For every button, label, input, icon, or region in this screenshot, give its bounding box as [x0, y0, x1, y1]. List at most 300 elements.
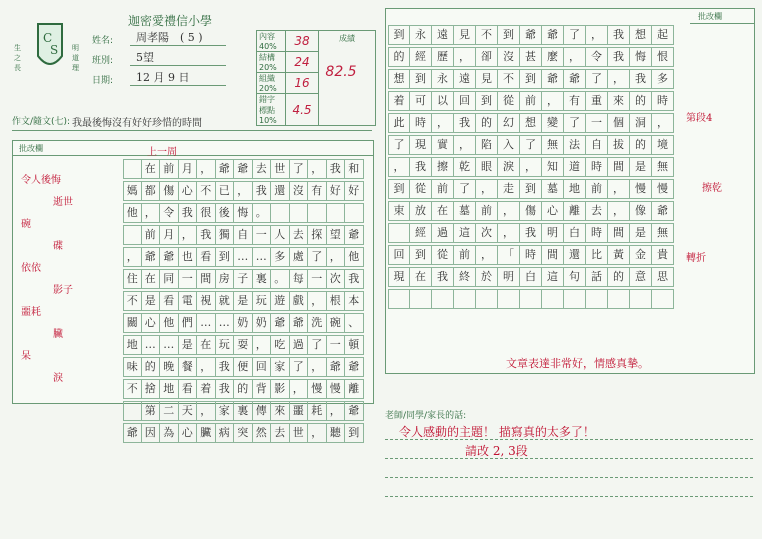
writing-line [123, 291, 364, 311]
grid-cell: 我 [179, 203, 198, 223]
grid-cell: 回 [388, 245, 410, 265]
grid-cell: 了 [388, 135, 410, 155]
grid-cell: 幻 [498, 113, 520, 133]
grid-cell [123, 159, 142, 179]
crest-icon [10, 16, 90, 86]
writing-line [123, 159, 364, 179]
score-value: 24 [286, 52, 319, 73]
grid-cell: 裏 [234, 401, 253, 421]
grid-cell: 了 [308, 335, 327, 355]
grid-cell: 去 [271, 423, 290, 443]
grid-cell: 房 [216, 269, 235, 289]
score-heading: 成績 [339, 34, 355, 43]
grid-cell: 是 [142, 291, 161, 311]
grid-header [690, 9, 754, 24]
grid-cell: ， [476, 179, 498, 199]
grid-cell: ， [327, 401, 346, 421]
grid-cell: 來 [271, 401, 290, 421]
writing-line [388, 69, 674, 89]
grid-cell: 次 [476, 223, 498, 243]
grid-cell: 乾 [454, 157, 476, 177]
grid-cell: 間 [608, 157, 630, 177]
grid-cell: 到 [520, 69, 542, 89]
grid-cell: 電 [179, 291, 198, 311]
grid-cell: 吃 [271, 335, 290, 355]
grid-cell: 前 [586, 179, 608, 199]
grid-cell: 經 [410, 223, 432, 243]
grid-cell: 他 [345, 247, 364, 267]
grid-cell: … [197, 313, 216, 333]
grid-cell: 無 [542, 135, 564, 155]
grid-cell: ， [197, 357, 216, 377]
grid-cell: 爺 [345, 225, 364, 245]
grid-cell: 頓 [345, 335, 364, 355]
teacher-comment-2: 請改 2, 3段 [465, 444, 528, 458]
grid-cell: 起 [652, 25, 674, 45]
grid-cell: 貴 [652, 245, 674, 265]
grid-cell: 多 [652, 69, 674, 89]
grid-cell: 好 [345, 181, 364, 201]
writing-line [123, 313, 364, 333]
grid-cell: 的 [388, 47, 410, 67]
grid-cell: 是 [630, 157, 652, 177]
grid-cell: 放 [410, 201, 432, 221]
grid-cell: 次 [327, 269, 346, 289]
grid-cell: 變 [542, 113, 564, 133]
grid-cell: 一 [179, 269, 198, 289]
grid-cell: 了 [564, 113, 586, 133]
grid-cell [388, 289, 410, 309]
grid-cell: 話 [586, 267, 608, 287]
grid-cell: 見 [454, 25, 476, 45]
grid-cell: 我 [216, 379, 235, 399]
grid-cell: ， [123, 247, 142, 267]
grid-cell: 道 [564, 157, 586, 177]
grid-cell: 本 [345, 291, 364, 311]
grid-cell: 爺 [345, 401, 364, 421]
grid-cell [123, 225, 142, 245]
grid-cell: 聽 [327, 423, 346, 443]
grid-cell: ， [454, 135, 476, 155]
grid-cell: 無 [652, 223, 674, 243]
grid-cell: ， [608, 69, 630, 89]
grid-cell: 慢 [327, 379, 346, 399]
grid-cell: 的 [476, 113, 498, 133]
grid-cell: ， [432, 113, 454, 133]
grid-cell: 沒 [498, 47, 520, 67]
grid-cell: 一 [253, 225, 272, 245]
margin-correction: 淚 [53, 373, 63, 384]
grid-cell: 爺 [142, 247, 161, 267]
grid-cell [586, 289, 608, 309]
grid-cell: 麼 [542, 47, 564, 67]
grid-cell: 到 [216, 247, 235, 267]
grid-cell: 前 [142, 225, 161, 245]
grid-cell: 「 [498, 245, 520, 265]
grid-cell: 前 [520, 91, 542, 111]
grid-cell: 玩 [253, 291, 272, 311]
grid-cell: 還 [271, 181, 290, 201]
grid-cell: 現 [388, 267, 410, 287]
grid-cell: 耍 [234, 335, 253, 355]
grid-cell: 背 [253, 379, 272, 399]
teacher-comment-box [385, 408, 753, 497]
grid-cell: 我 [253, 181, 272, 201]
grid-cell: 時 [586, 223, 608, 243]
grid-cell: 心 [142, 313, 161, 333]
grid-cell: 在 [410, 267, 432, 287]
grid-cell: 了 [564, 25, 586, 45]
writing-line [388, 179, 674, 199]
grid-cell: 着 [388, 91, 410, 111]
grid-cell: 心 [179, 181, 198, 201]
grid-cell: 時 [520, 245, 542, 265]
comment-line [385, 421, 753, 440]
grid-cell: 過 [432, 223, 454, 243]
grid-cell: 想 [520, 113, 542, 133]
grid-cell: 爺 [160, 247, 179, 267]
grid-cell: ， [608, 179, 630, 199]
grid-cell: 明 [542, 223, 564, 243]
grid-cell: 甚 [520, 47, 542, 67]
grid-cell: ， [308, 423, 327, 443]
grid-cell: 境 [652, 135, 674, 155]
grid-cell: 可 [410, 91, 432, 111]
grid-cell: 味 [123, 357, 142, 377]
margin-correction: 依依 [21, 263, 41, 274]
grid-cell: 耗 [308, 401, 327, 421]
grid-cell: ， [308, 159, 327, 179]
grid-cell: 到 [388, 179, 410, 199]
grid-cell: 處 [290, 247, 309, 267]
grid-cell: 間 [608, 223, 630, 243]
score-label: 組織 20% [257, 73, 286, 94]
margin-correction: 令人後悔 [21, 175, 61, 186]
grid-cell: 不 [476, 25, 498, 45]
grid-cell: 到 [498, 25, 520, 45]
composition-title: 我最後悔沒有好好珍惜的時間 [72, 118, 202, 129]
score-label: 內容 40% [257, 31, 286, 52]
grid-cell: 便 [234, 357, 253, 377]
grid-cell: ， [586, 25, 608, 45]
student-name: 周孝陽 ( 5 ) [130, 29, 226, 46]
comment-line [385, 478, 753, 497]
grid-cell: 的 [608, 267, 630, 287]
grid-cell: ， [454, 47, 476, 67]
writing-line [123, 335, 364, 355]
grid-cell: ， [327, 247, 346, 267]
grid-cell: 像 [630, 201, 652, 221]
grid-cell: 裏 [253, 269, 272, 289]
total-score: 82.5 [325, 64, 357, 80]
writing-line [123, 181, 364, 201]
grid-cell [652, 289, 674, 309]
margin-correction: 影子 [53, 285, 73, 296]
writing-line [388, 157, 674, 177]
correction-note: 上一周 [147, 147, 177, 158]
grid-cell: 前 [432, 179, 454, 199]
grid-cell: 在 [197, 335, 216, 355]
writing-line [388, 267, 674, 287]
grid-cell: 到 [476, 91, 498, 111]
grid-cell: 爺 [216, 159, 235, 179]
grid-cell: 遊 [271, 291, 290, 311]
grid-cell: 爺 [271, 313, 290, 333]
grid-cell: 的 [142, 357, 161, 377]
grid-cell: 明 [498, 267, 520, 287]
grid-cell: 傳 [253, 401, 272, 421]
comment-column-label: 批改欄 [19, 144, 43, 153]
grid-cell: 到 [345, 423, 364, 443]
writing-line [388, 91, 674, 111]
grid-cell: … [234, 247, 253, 267]
score-value: 16 [286, 73, 319, 94]
grid-cell: 爺 [652, 201, 674, 221]
grid-cell: 餐 [179, 357, 198, 377]
writing-line [123, 423, 364, 443]
grid-cell: 的 [234, 379, 253, 399]
grid-cell: 着 [197, 379, 216, 399]
grid-cell: 爺 [520, 25, 542, 45]
writing-line [123, 269, 364, 289]
grid-cell: 家 [216, 401, 235, 421]
grid-cell: 間 [542, 245, 564, 265]
grid-cell: 心 [542, 201, 564, 221]
grid-cell: 慢 [630, 179, 652, 199]
grid-cell: ， [652, 113, 674, 133]
writing-line [388, 135, 674, 155]
grid-cell [308, 203, 327, 223]
grid-cell: 爺 [327, 357, 346, 377]
grid-cell: ， [608, 201, 630, 221]
grid-cell: 永 [432, 69, 454, 89]
grid-cell: ， [542, 91, 564, 111]
grid-cell: 就 [216, 291, 235, 311]
grid-cell: 第 [142, 401, 161, 421]
grid-cell: 他 [123, 203, 142, 223]
grid-cell: 了 [520, 135, 542, 155]
grid-cell: 世 [271, 159, 290, 179]
date-value: 12 月 9 日 [130, 69, 226, 86]
grid-cell [608, 289, 630, 309]
writing-line [123, 379, 364, 399]
grid-cell: 知 [542, 157, 564, 177]
composition-title-line [12, 114, 372, 131]
grid-cell: 了 [290, 159, 309, 179]
grid-cell: 思 [652, 267, 674, 287]
comment-column-label: 批改欄 [698, 12, 722, 21]
grid-cell: 和 [345, 159, 364, 179]
writing-line [123, 357, 364, 377]
grid-cell: … [142, 335, 161, 355]
grid-cell: 洞 [630, 113, 652, 133]
grid-cell: 在 [142, 159, 161, 179]
grid-cell: 在 [432, 201, 454, 221]
grid-cell [454, 289, 476, 309]
grid-cell: 現 [410, 135, 432, 155]
grid-cell: 突 [234, 423, 253, 443]
margin-correction: 第段4 [686, 113, 713, 124]
grid-cell: 爺 [290, 313, 309, 333]
grid-cell: 白 [520, 267, 542, 287]
grid-cell [271, 203, 290, 223]
writing-line [123, 203, 364, 223]
grid-cell: 們 [179, 313, 198, 333]
school-logo [10, 16, 90, 86]
grid-cell: 過 [290, 335, 309, 355]
grid-cell: 根 [327, 291, 346, 311]
grid-cell: ， [476, 245, 498, 265]
grid-cell: 金 [630, 245, 652, 265]
grid-cell [630, 289, 652, 309]
grid-cell: 住 [123, 269, 142, 289]
margin-correction: 噩耗 [21, 307, 41, 318]
grid-cell [327, 203, 346, 223]
grid-cell: 二 [160, 401, 179, 421]
margin-correction: 逝世 [53, 197, 73, 208]
writing-line [123, 247, 364, 267]
grid-cell: 一 [327, 335, 346, 355]
grid-cell: 擦 [432, 157, 454, 177]
grid-cell: 不 [498, 69, 520, 89]
margin-correction: 轉折 [686, 253, 706, 264]
grid-cell: 於 [476, 267, 498, 287]
grid-cell: 、 [345, 313, 364, 333]
grid-cell [290, 203, 309, 223]
grid-cell: 有 [308, 181, 327, 201]
right-page [385, 4, 757, 534]
grid-cell: 墓 [454, 201, 476, 221]
grid-cell: 此 [388, 113, 410, 133]
grid-cell [542, 289, 564, 309]
grid-cell: 看 [197, 247, 216, 267]
grid-cell: 了 [454, 179, 476, 199]
grid-cell: 法 [564, 135, 586, 155]
grid-cell: 不 [123, 291, 142, 311]
grid-cell: 這 [542, 267, 564, 287]
composition-label: 作文/隨文(七): [12, 117, 71, 127]
margin-correction: 碟 [53, 241, 63, 252]
date-label: 日期: [92, 76, 114, 86]
grid-cell: 人 [271, 225, 290, 245]
grid-cell: 奶 [253, 313, 272, 333]
grid-cell: 實 [432, 135, 454, 155]
grid-cell: 家 [271, 357, 290, 377]
grid-cell: 離 [345, 379, 364, 399]
grid-cell: ， [142, 203, 161, 223]
grid-cell: 已 [216, 181, 235, 201]
grid-cell: ， [197, 159, 216, 179]
grid-cell: ， [520, 157, 542, 177]
grid-cell: 了 [290, 357, 309, 377]
grid-cell: 洗 [308, 313, 327, 333]
grid-cell: 到 [388, 25, 410, 45]
margin-correction: 碗 [21, 219, 31, 230]
grid-cell: 是 [630, 223, 652, 243]
grid-cell: 我 [454, 113, 476, 133]
writing-line [388, 289, 674, 309]
grid-cell: 回 [454, 91, 476, 111]
grid-cell: 從 [498, 91, 520, 111]
grid-cell: 傷 [160, 181, 179, 201]
grid-cell: 到 [410, 69, 432, 89]
grid-cell: ， [308, 357, 327, 377]
grid-cell: 望 [327, 225, 346, 245]
grid-cell: 到 [410, 245, 432, 265]
grid-cell: 令 [160, 203, 179, 223]
grid-cell: 媽 [123, 181, 142, 201]
grid-cell: … [216, 313, 235, 333]
svg-text:明: 明 [72, 44, 79, 52]
writing-line [388, 201, 674, 221]
grid-cell: 卻 [476, 47, 498, 67]
grid-cell: 獨 [216, 225, 235, 245]
grid-cell: 世 [290, 423, 309, 443]
grid-cell: 捨 [142, 379, 161, 399]
grid-cell: 自 [234, 225, 253, 245]
grid-cell: 前 [454, 245, 476, 265]
grid-cell: 時 [410, 113, 432, 133]
grid-cell: 。 [253, 203, 272, 223]
school-name: 迦密愛禮信小學 [128, 14, 213, 28]
grid-cell: 我 [630, 69, 652, 89]
grid-cell: 想 [630, 25, 652, 45]
grid-cell [345, 203, 364, 223]
grid-cell: 悔 [234, 203, 253, 223]
grid-cell: 為 [160, 423, 179, 443]
grid-cell: 恨 [652, 47, 674, 67]
student-class: 5望 [130, 49, 226, 66]
grid-cell: 多 [271, 247, 290, 267]
grid-cell: 地 [160, 379, 179, 399]
teacher-comment: 令人感動的主題！ 描寫真的太多了！ [399, 425, 595, 439]
grid-cell: 還 [564, 245, 586, 265]
svg-text:之: 之 [14, 54, 21, 62]
grid-cell: 不 [197, 181, 216, 201]
writing-line [123, 225, 364, 245]
grid-cell: 他 [160, 313, 179, 333]
grid-cell: 奶 [234, 313, 253, 333]
grid-cell: 歷 [432, 47, 454, 67]
grid-cell: 同 [160, 269, 179, 289]
grid-cell: 戲 [290, 291, 309, 311]
grid-cell: 天 [179, 401, 198, 421]
grid-cell [410, 289, 432, 309]
grid-cell: 後 [216, 203, 235, 223]
grid-cell: ， [234, 181, 253, 201]
grid-cell: 終 [454, 267, 476, 287]
grid-cell: 也 [179, 247, 198, 267]
svg-text:長: 長 [14, 64, 21, 72]
margin-correction: 呆 [21, 351, 31, 362]
grid-cell: 爺 [564, 69, 586, 89]
grid-cell: … [253, 247, 272, 267]
grid-cell: 臟 [197, 423, 216, 443]
grid-cell: 來 [608, 91, 630, 111]
grid-cell: 淚 [498, 157, 520, 177]
grid-cell: 走 [498, 179, 520, 199]
grid-cell: 傷 [520, 201, 542, 221]
grid-cell: 看 [160, 291, 179, 311]
svg-text:C: C [43, 31, 53, 45]
teacher-comment-label: 老師/同學/家長的話: [385, 411, 467, 421]
left-writing-grid [12, 140, 374, 439]
grid-cell: 我 [608, 47, 630, 67]
grid-cell: ， [197, 401, 216, 421]
grid-cell: 黃 [608, 245, 630, 265]
svg-text:理: 理 [72, 64, 79, 72]
grid-cell: 時 [586, 157, 608, 177]
